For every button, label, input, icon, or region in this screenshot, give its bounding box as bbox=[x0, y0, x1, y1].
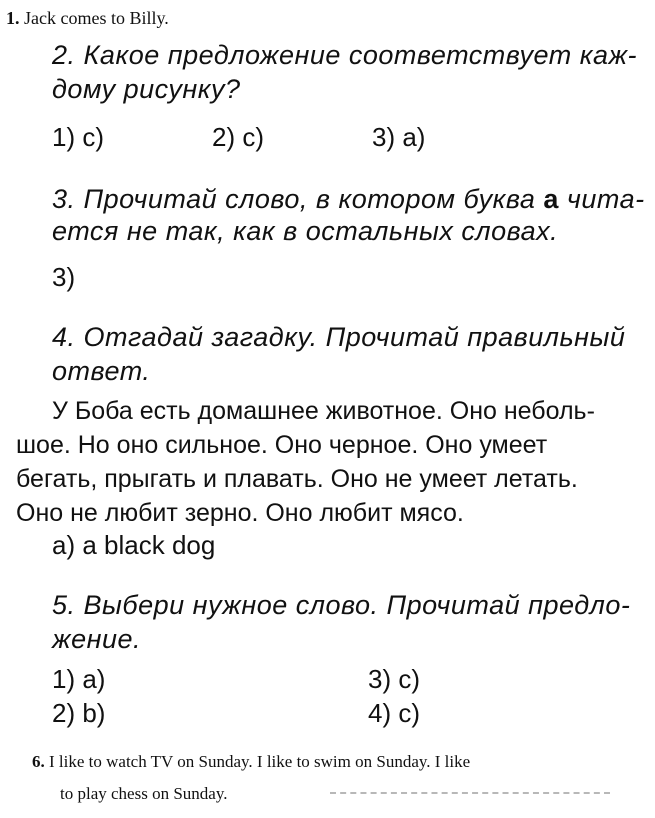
task-2-heading-line-1: 2. Какое предложение соответствует каж- bbox=[52, 40, 638, 70]
task-5-heading-line-1: 5. Выбери нужное слово. Прочитай предло- bbox=[52, 590, 631, 620]
task-2-answer-3: 3) a) bbox=[372, 122, 426, 152]
task-2-heading-line-2: дому рисунку? bbox=[52, 74, 241, 104]
task-3-heading-line-1 bbox=[52, 182, 645, 216]
task-3-heading-pre: 3. Прочитай слово, в котором буква bbox=[52, 184, 544, 214]
task-5-answer-1: 1) a) bbox=[52, 664, 106, 694]
task-5-heading-line-2: жение. bbox=[52, 624, 141, 654]
item-1-text: Jack comes to Billy. bbox=[24, 8, 169, 28]
task-3-heading-line-2: ется не так, как в остальных словах. bbox=[52, 216, 559, 246]
item-6-text-line-2: to play chess on Sunday. bbox=[60, 784, 228, 803]
task-3-answer: 3) bbox=[52, 262, 76, 292]
task-5-answer-3: 3) c) bbox=[368, 664, 420, 694]
task-4-text-line-4: Оно не любит зерно. Оно любит мясо. bbox=[16, 499, 464, 527]
task-4-text-line-2: шое. Но оно сильное. Оно черное. Оно умеет bbox=[16, 431, 548, 459]
item-1 bbox=[6, 8, 169, 29]
task-3-heading-post: чита- bbox=[558, 184, 645, 214]
task-2-answer-2: 2) c) bbox=[212, 122, 264, 152]
item-1-number: 1. bbox=[6, 8, 20, 28]
task-4-heading-line-1: 4. Отгадай загадку. Прочитай правильный bbox=[52, 322, 626, 352]
task-4-text-line-1: У Боба есть домашнее животное. Оно неболь- bbox=[52, 397, 595, 425]
task-5-answer-2: 2) b) bbox=[52, 698, 106, 728]
task-4-heading-line-2: ответ. bbox=[52, 356, 151, 386]
scan-artifact-divider bbox=[330, 792, 610, 794]
item-6-line-1 bbox=[32, 752, 470, 772]
task-4-text-line-3: бегать, прыгать и плавать. Оно не умеет летать. bbox=[16, 465, 578, 493]
task-3-letter: a bbox=[543, 184, 559, 214]
task-5-answer-4: 4) c) bbox=[368, 698, 420, 728]
item-6-number: 6. bbox=[32, 752, 45, 771]
task-2-answer-1: 1) c) bbox=[52, 122, 104, 152]
task-4-answer: a) a black dog bbox=[52, 530, 216, 560]
item-6-text-line-1: I like to watch TV on Sunday. I like to swim on Sunday. I like bbox=[49, 752, 471, 771]
